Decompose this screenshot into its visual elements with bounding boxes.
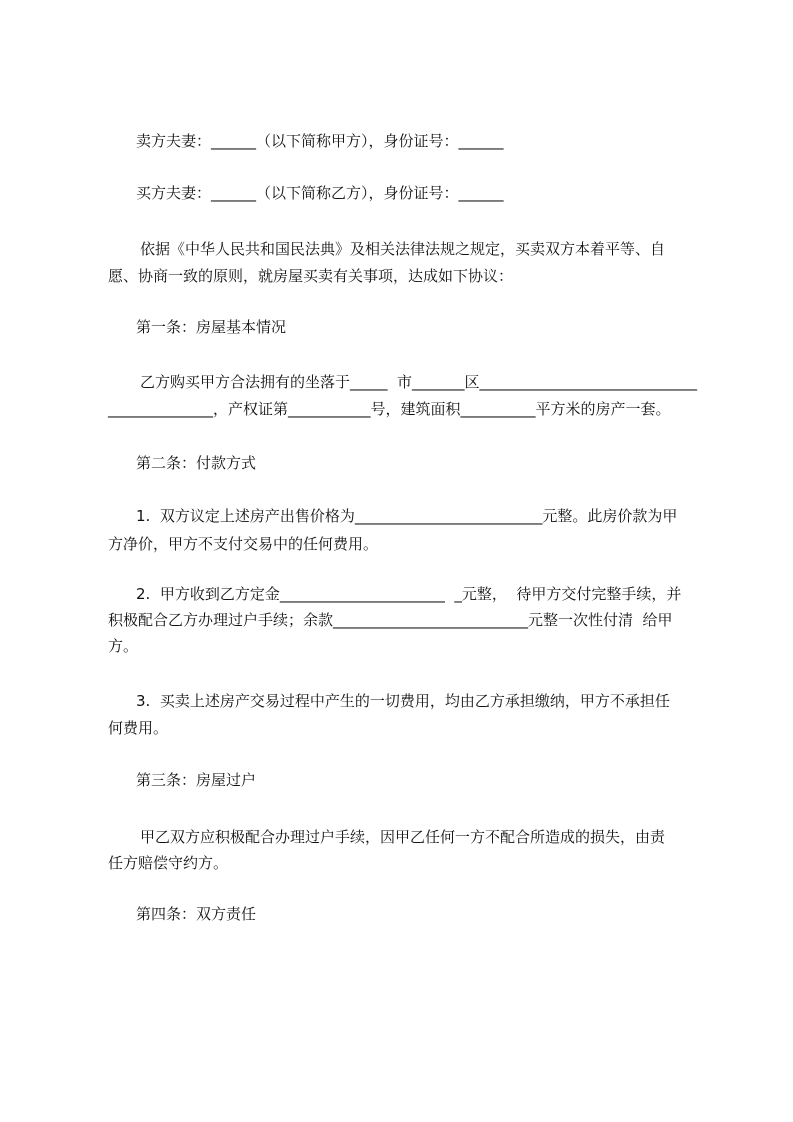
- intro-line-1: 依据《中华人民共和国民法典》及相关法律法规之规定，买卖双方本着平等、自: [140, 240, 666, 258]
- buyer-line: 买方夫妻：______（以下简称乙方），身份证号：______: [136, 184, 504, 202]
- article-3-line-1: 甲乙双方应积极配合办理过户手续，因甲乙任何一方不配合所造成的损失，由责: [140, 828, 666, 846]
- article-4-heading: 第四条：双方责任: [136, 905, 257, 923]
- payment-item-2-line-2: 积极配合乙方办理过户手续；余款__________________________元整一次性付清 给甲: [108, 611, 673, 629]
- article-3-heading: 第三条：房屋过户: [136, 771, 257, 789]
- article-3-line-2: 任方赔偿守约方。: [108, 854, 229, 872]
- payment-item-2-line-1: 2. 甲方收到乙方定金______________________ _元整， 待甲方交付完整手续，并: [136, 585, 682, 603]
- payment-item-3-line-1: 3. 买卖上述房产交易过程中产生的一切费用，均由乙方承担缴纳，甲方不承担任: [136, 692, 670, 710]
- payment-item-2-line-3: 方。: [108, 637, 139, 655]
- seller-line: 卖方夫妻：______（以下简称甲方），身份证号：______: [136, 132, 504, 150]
- intro-line-2: 愿、协商一致的原则，就房屋买卖有关事项，达成如下协议：: [108, 267, 514, 285]
- payment-item-1-line-2: 方净价，甲方不支付交易中的任何费用。: [108, 535, 379, 553]
- article-1-line-2: ______________，产权证第___________号，建筑面积__________平方米的房产一套。: [108, 400, 671, 418]
- article-2-heading: 第二条：付款方式: [136, 454, 257, 472]
- article-1-heading: 第一条：房屋基本情况: [136, 318, 287, 336]
- payment-item-1-line-1: 1. 双方议定上述房产出售价格为_________________________元整。此房价款为甲: [136, 507, 678, 525]
- article-1-line-1: 乙方购买甲方合法拥有的坐落于_____ 市_______区_____________________________: [140, 373, 698, 391]
- payment-item-3-line-2: 何费用。: [108, 719, 169, 737]
